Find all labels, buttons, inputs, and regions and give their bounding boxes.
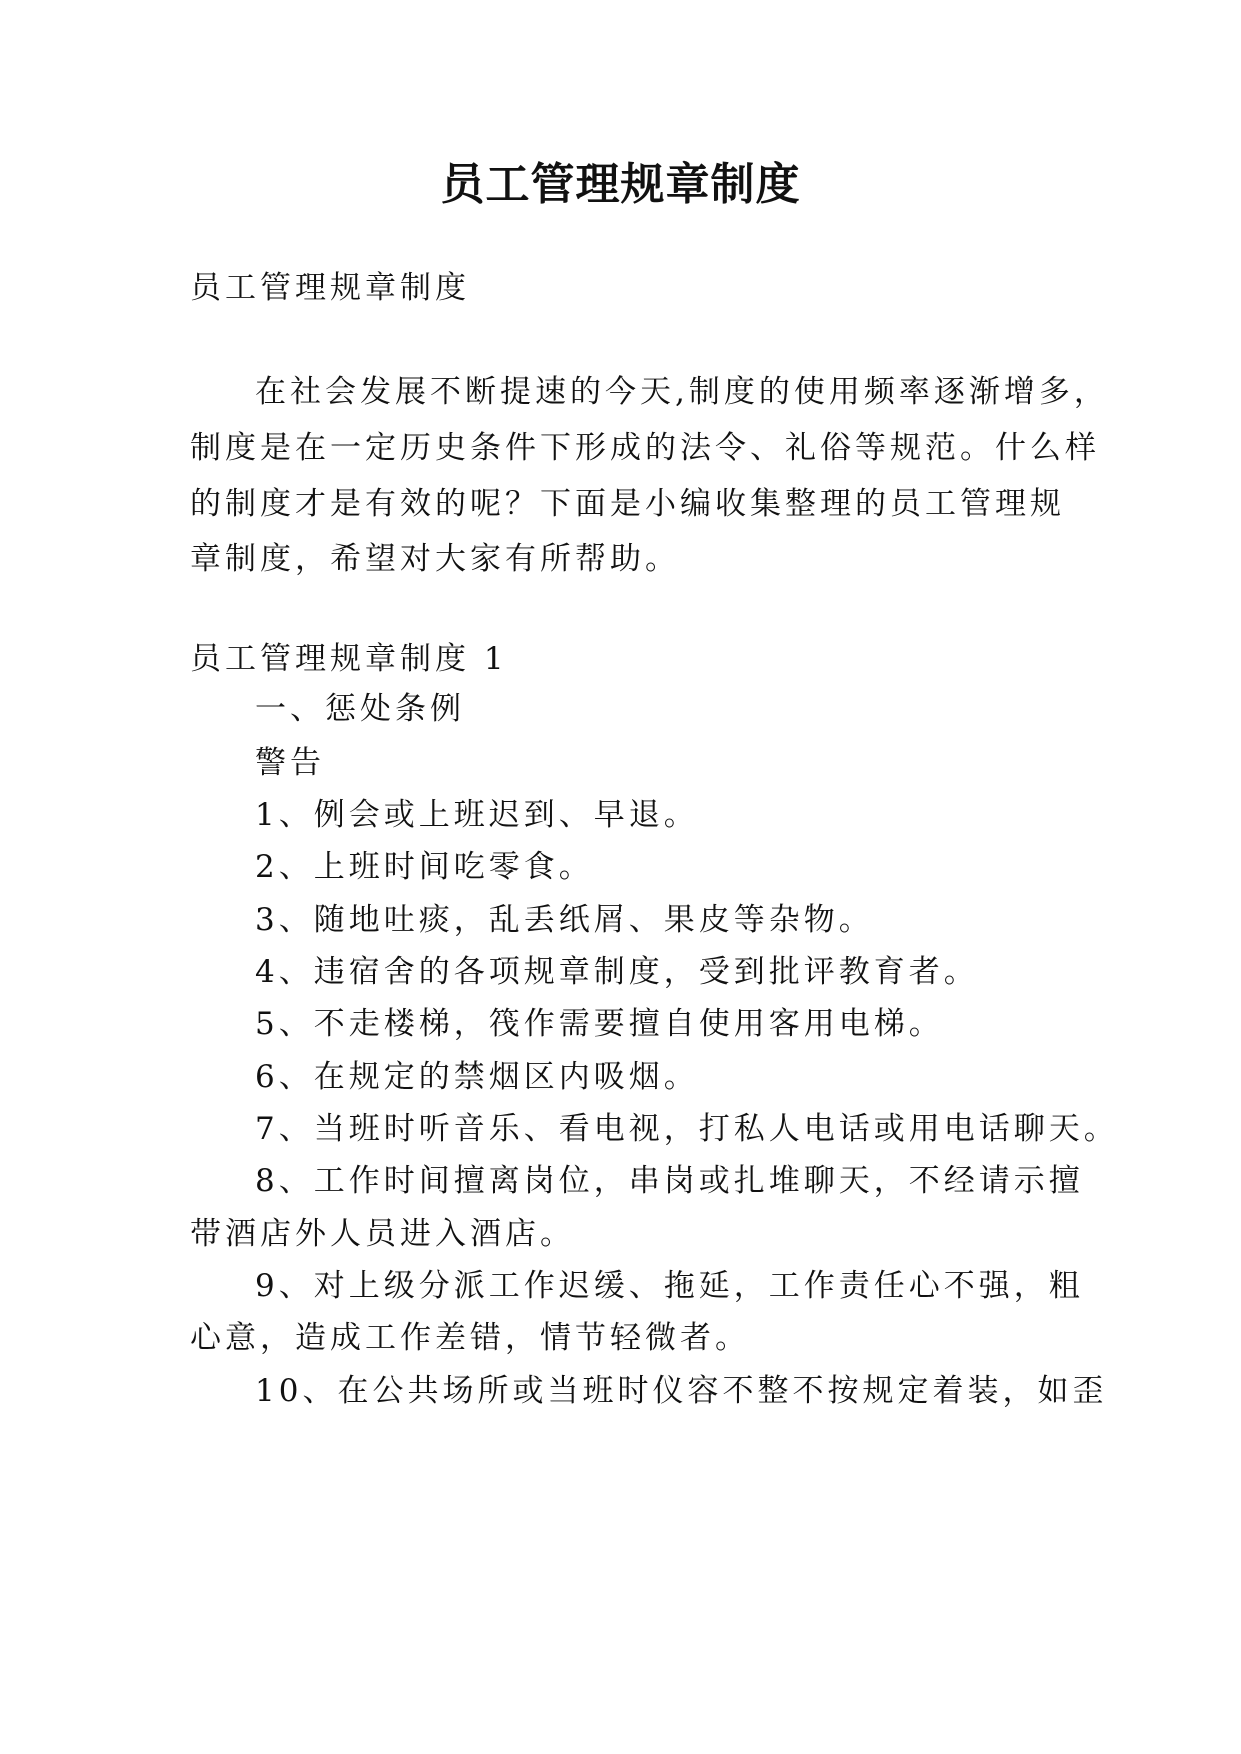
level-heading: 警告 (255, 745, 325, 781)
list-item-continued: 带酒店外人员进入酒店。 (190, 1216, 575, 1252)
list-item: 8、工作时间擅离岗位，串岗或扎堆聊天，不经请示擅 (255, 1163, 1084, 1199)
list-item: 5、不走楼梯，筏作需要擅自使用客用电梯。 (255, 1006, 944, 1042)
document-subtitle: 员工管理规章制度 (190, 270, 470, 306)
intro-line-2: 制度是在一定历史条件下形成的法令、礼俗等规范。什么样 (190, 430, 1100, 466)
list-item-continued: 心意，造成工作差错，情节轻微者。 (190, 1320, 750, 1356)
list-item: 6、在规定的禁烟区内吸烟。 (255, 1059, 699, 1095)
list-item: 10、在公共场所或当班时仪容不整不按规定着装，如歪 (255, 1373, 1108, 1409)
document-title: 员工管理规章制度 (440, 159, 801, 210)
list-item: 7、当班时听音乐、看电视，打私人电话或用电话聊天。 (255, 1111, 1119, 1147)
intro-line-1: 在社会发展不断提速的今天,制度的使用频率逐渐增多， (255, 374, 1109, 410)
section-heading: 员工管理规章制度 1 (190, 641, 508, 677)
list-item: 3、随地吐痰，乱丢纸屑、果皮等杂物。 (255, 902, 874, 938)
intro-line-3: 的制度才是有效的呢？下面是小编收集整理的员工管理规 (190, 486, 1065, 522)
list-item: 4、违宿舍的各项规章制度，受到批评教育者。 (255, 954, 979, 990)
chapter-heading: 一、惩处条例 (255, 691, 465, 727)
list-item: 2、上班时间吃零食。 (255, 849, 594, 885)
list-item: 9、对上级分派工作迟缓、拖延，工作责任心不强，粗 (255, 1268, 1084, 1304)
list-item: 1、例会或上班迟到、早退。 (255, 797, 699, 833)
intro-line-4: 章制度，希望对大家有所帮助。 (190, 541, 680, 577)
